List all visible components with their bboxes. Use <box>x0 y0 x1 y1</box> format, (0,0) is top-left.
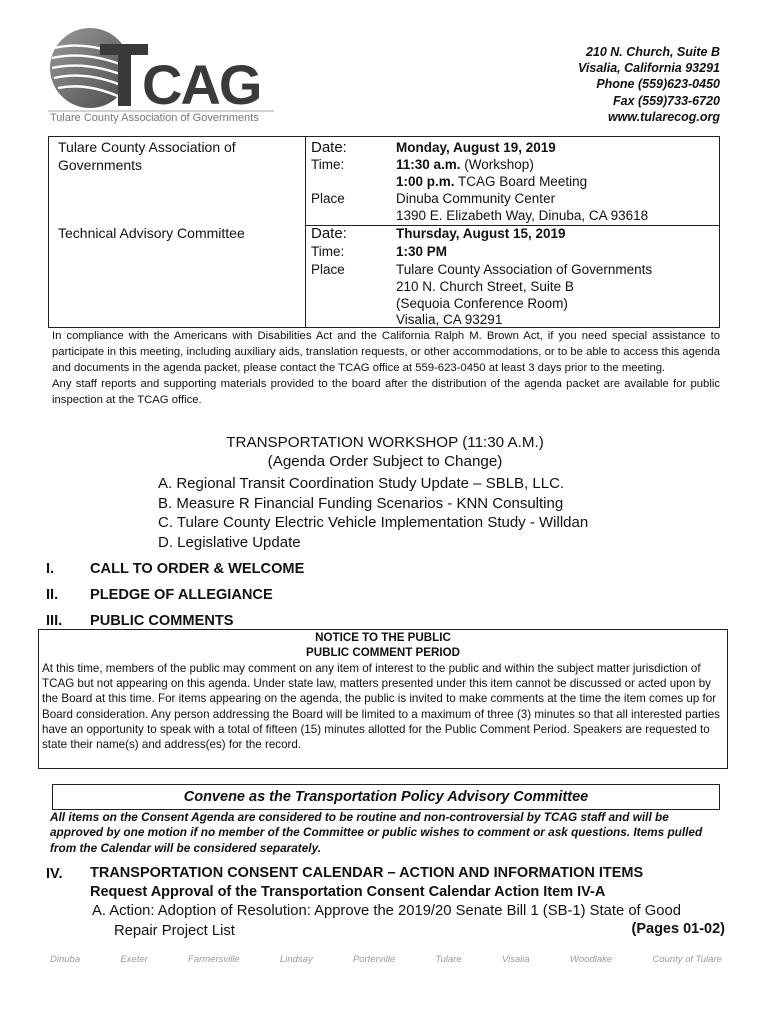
address-line: 210 N. Church, Suite B <box>585 45 720 59</box>
tcag-logo-graphic <box>48 18 278 126</box>
place-label: Place <box>311 191 345 206</box>
contact-address <box>578 44 720 125</box>
footer-city: Porterville <box>352 954 396 965</box>
section-iv-number: IV. <box>46 866 63 882</box>
ada-compliance-notice <box>52 329 720 409</box>
time-label: Time: <box>311 157 345 172</box>
date-value: Monday, August 19, 2019 <box>396 140 556 155</box>
agenda-item-text: A. Action: Adoption of Resolution: Approve the 2019/20 Senate Bill 1 (SB-1) State of Good <box>92 903 681 919</box>
notice-heading: NOTICE TO THE PUBLIC <box>315 631 451 644</box>
date-value: Thursday, August 15, 2019 <box>396 226 566 241</box>
workshop-subtitle: (Agenda Order Subject to Change) <box>267 453 503 470</box>
workshop-items <box>158 474 588 552</box>
place-value: Dinuba Community Center <box>396 191 556 206</box>
section-iv-heading <box>90 864 643 902</box>
place-value: 1390 E. Elizabeth Way, Dinuba, CA 93618 <box>396 208 649 223</box>
place-value: 210 N. Church Street, Suite B <box>396 279 574 294</box>
workshop-item: B. Measure R Financial Funding Scenarios - KNN Consulting <box>158 494 564 512</box>
workshop-title: TRANSPORTATION WORKSHOP (11:30 A.M.) <box>226 434 544 451</box>
page-reference: (Pages 01-02) <box>631 921 725 937</box>
meeting-schedule-table <box>48 136 720 328</box>
workshop-item: C. Tulare County Electric Vehicle Implementation Study - Willdan <box>158 514 589 531</box>
staff-reports-paragraph: Any staff reports and supporting materials provided to the board after the distribution of the agenda packet are available for public inspection at the TCAG office. <box>52 377 720 406</box>
time-value: 1:30 PM <box>396 244 448 259</box>
consent-agenda-note: All items on the Consent Agenda are considered to be routine and non-controversial by TCAG staff and will be approved by one motion if no member of the Committee or public wishes to comment or ask questions. Items pulled from the Calendar will be considered separately. <box>50 810 703 855</box>
place-label: Place <box>311 262 345 277</box>
address-line: Visalia, California 93291 <box>578 61 720 76</box>
meeting-body-tac: Technical Advisory Committee <box>58 225 245 241</box>
time-value-workshop: 11:30 a.m. (Workshop) <box>396 157 534 172</box>
phone-line: Phone (559)623-0450 <box>596 77 720 92</box>
footer-member-cities <box>50 954 722 965</box>
footer-city: Farmersville <box>188 954 240 965</box>
place-value: Tulare County Association of Governments <box>396 262 653 277</box>
section-call-to-order: I. CALL TO ORDER & WELCOME <box>46 561 305 577</box>
logo-letters: CAG <box>142 53 261 116</box>
agenda-item-text-cont: Repair Project List <box>114 922 235 939</box>
footer-city: Woodlake <box>569 954 613 965</box>
fax-line: Fax (559)733-6720 <box>612 93 720 108</box>
footer-city: Dinuba <box>50 954 81 965</box>
footer-city: Tulare <box>435 954 462 965</box>
date-label: Date: <box>311 225 347 242</box>
section-pledge: II. PLEDGE OF ALLEGIANCE <box>46 587 273 603</box>
notice-body: At this time, members of the public may comment on any item of interest to the public and within the subject matter jurisdiction of TCAG but not appearing on this agenda. Under state law, matters presented under this item cannot be discussed or acted upon by the Board at this time. For items appearing on the agenda, the public is invited to make comments at the time the item comes up for Board consideration. Any person addressing the Board will be limited to a maximum of three (3) minutes so that all interested parties have an opportunity to speak with a total of fifteen (15) minutes allotted for the Public Comment Period. Speakers are requested to state their name(s) and address(es) for the record. <box>42 661 720 752</box>
website-link[interactable]: www.tularecog.org <box>607 109 720 124</box>
footer-city: County of Tulare <box>652 954 722 965</box>
date-label: Date: <box>311 139 347 156</box>
place-value: (Sequoia Conference Room) <box>396 296 568 311</box>
agenda-item-iv-a <box>92 902 681 941</box>
section-iv-subtitle: Request Approval of the Transportation Consent Calendar Action Item IV-A <box>90 884 606 900</box>
workshop-item: D. Legislative Update <box>158 533 301 551</box>
convene-heading: Convene as the Transportation Policy Advisory Committee <box>52 784 720 810</box>
place-value: Visalia, CA 93291 <box>396 312 503 327</box>
workshop-item: A. Regional Transit Coordination Study Update – SBLB, LLC. <box>158 475 565 492</box>
notice-subheading: PUBLIC COMMENT PERIOD <box>306 646 460 660</box>
compliance-paragraph: In compliance with the Americans with Disabilities Act and the California Ralph M. Brown Act, if you need special assistance to participate in this meeting, including auxiliary aids, translation requests, or other accommodations, or to be able to access this agenda and documents in the agenda packet, please contact the TCAG office at 559-623-0450 at least 3 days prior to the meeting. <box>52 330 720 374</box>
footer-city: Exeter <box>120 954 148 965</box>
logo-org-name: Tulare County Association of Governments <box>50 112 259 124</box>
section-public-comments: III. PUBLIC COMMENTS <box>46 613 234 629</box>
time-label: Time: <box>311 244 345 259</box>
meeting-body-tcag: Tulare County Association of Governments <box>58 139 236 173</box>
public-comment-notice-box <box>38 629 728 769</box>
tcag-logo <box>48 18 278 126</box>
section-iv-title: TRANSPORTATION CONSENT CALENDAR – ACTION AND INFORMATION ITEMS <box>90 865 644 881</box>
time-value-board: 1:00 p.m. TCAG Board Meeting <box>396 174 588 189</box>
footer-city: Lindsay <box>279 954 313 965</box>
footer-city: Visalia <box>501 954 530 965</box>
